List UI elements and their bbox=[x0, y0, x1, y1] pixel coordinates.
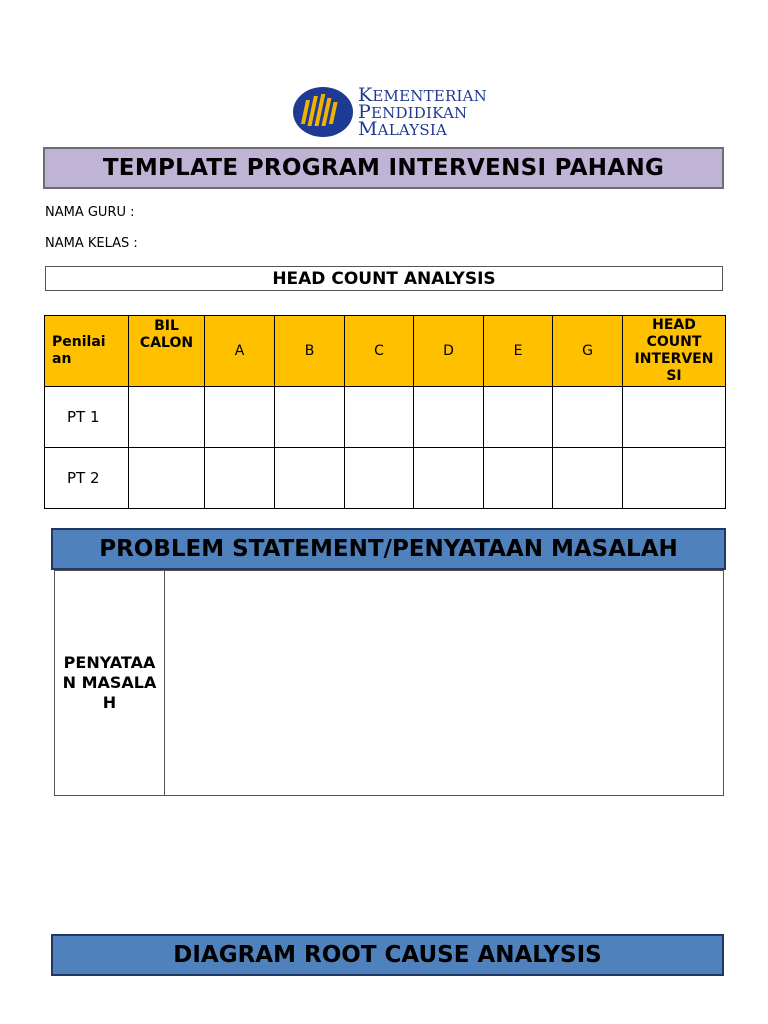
logo-line-3: MALAYSIA bbox=[358, 118, 448, 140]
cell[interactable] bbox=[623, 448, 726, 509]
col-c: C bbox=[345, 316, 414, 387]
cell[interactable] bbox=[484, 387, 553, 448]
page-title: TEMPLATE PROGRAM INTERVENSI PAHANG bbox=[43, 147, 724, 189]
head-count-table bbox=[44, 315, 726, 509]
cell[interactable] bbox=[553, 387, 623, 448]
table-header-row bbox=[45, 316, 726, 387]
cell[interactable] bbox=[275, 387, 345, 448]
col-e: E bbox=[484, 316, 553, 387]
kpm-logo-text bbox=[358, 84, 487, 140]
cell[interactable] bbox=[345, 387, 414, 448]
logo-line-1: KEMENTERIAN bbox=[358, 84, 487, 106]
cell[interactable] bbox=[129, 448, 205, 509]
table-row bbox=[45, 387, 726, 448]
cell[interactable] bbox=[345, 448, 414, 509]
cell[interactable] bbox=[484, 448, 553, 509]
col-b: B bbox=[275, 316, 345, 387]
cell[interactable] bbox=[414, 448, 484, 509]
col-a: A bbox=[205, 316, 275, 387]
col-penilaian: Penilai an bbox=[45, 316, 129, 387]
problem-statement-table bbox=[54, 570, 724, 796]
cell[interactable] bbox=[129, 387, 205, 448]
cell[interactable] bbox=[205, 448, 275, 509]
row-label-pt1: PT 1 bbox=[45, 387, 129, 448]
col-g: G bbox=[553, 316, 623, 387]
col-d: D bbox=[414, 316, 484, 387]
cell[interactable] bbox=[275, 448, 345, 509]
cell[interactable] bbox=[623, 387, 726, 448]
cell[interactable] bbox=[553, 448, 623, 509]
logo-line-2: PENDIDIKAN bbox=[358, 101, 468, 123]
row-label-pt2: PT 2 bbox=[45, 448, 129, 509]
root-cause-heading: DIAGRAM ROOT CAUSE ANALYSIS bbox=[51, 934, 724, 976]
problem-statement-content[interactable] bbox=[165, 571, 723, 795]
nama-kelas-label: NAMA KELAS : bbox=[45, 236, 138, 251]
problem-statement-heading: PROBLEM STATEMENT/PENYATAAN MASALAH bbox=[51, 528, 726, 570]
penyataan-masalah-label: PENYATAAN MASALAH bbox=[55, 571, 165, 795]
col-head-count-intervensi: HEAD COUNT INTERVEN SI bbox=[623, 316, 726, 387]
cell[interactable] bbox=[414, 387, 484, 448]
kpm-logo-emblem bbox=[292, 86, 354, 138]
cell[interactable] bbox=[205, 387, 275, 448]
nama-guru-label: NAMA GURU : bbox=[45, 205, 135, 220]
col-bil-calon: BIL CALON bbox=[129, 316, 205, 387]
table-row bbox=[45, 448, 726, 509]
head-count-heading: HEAD COUNT ANALYSIS bbox=[45, 266, 723, 291]
